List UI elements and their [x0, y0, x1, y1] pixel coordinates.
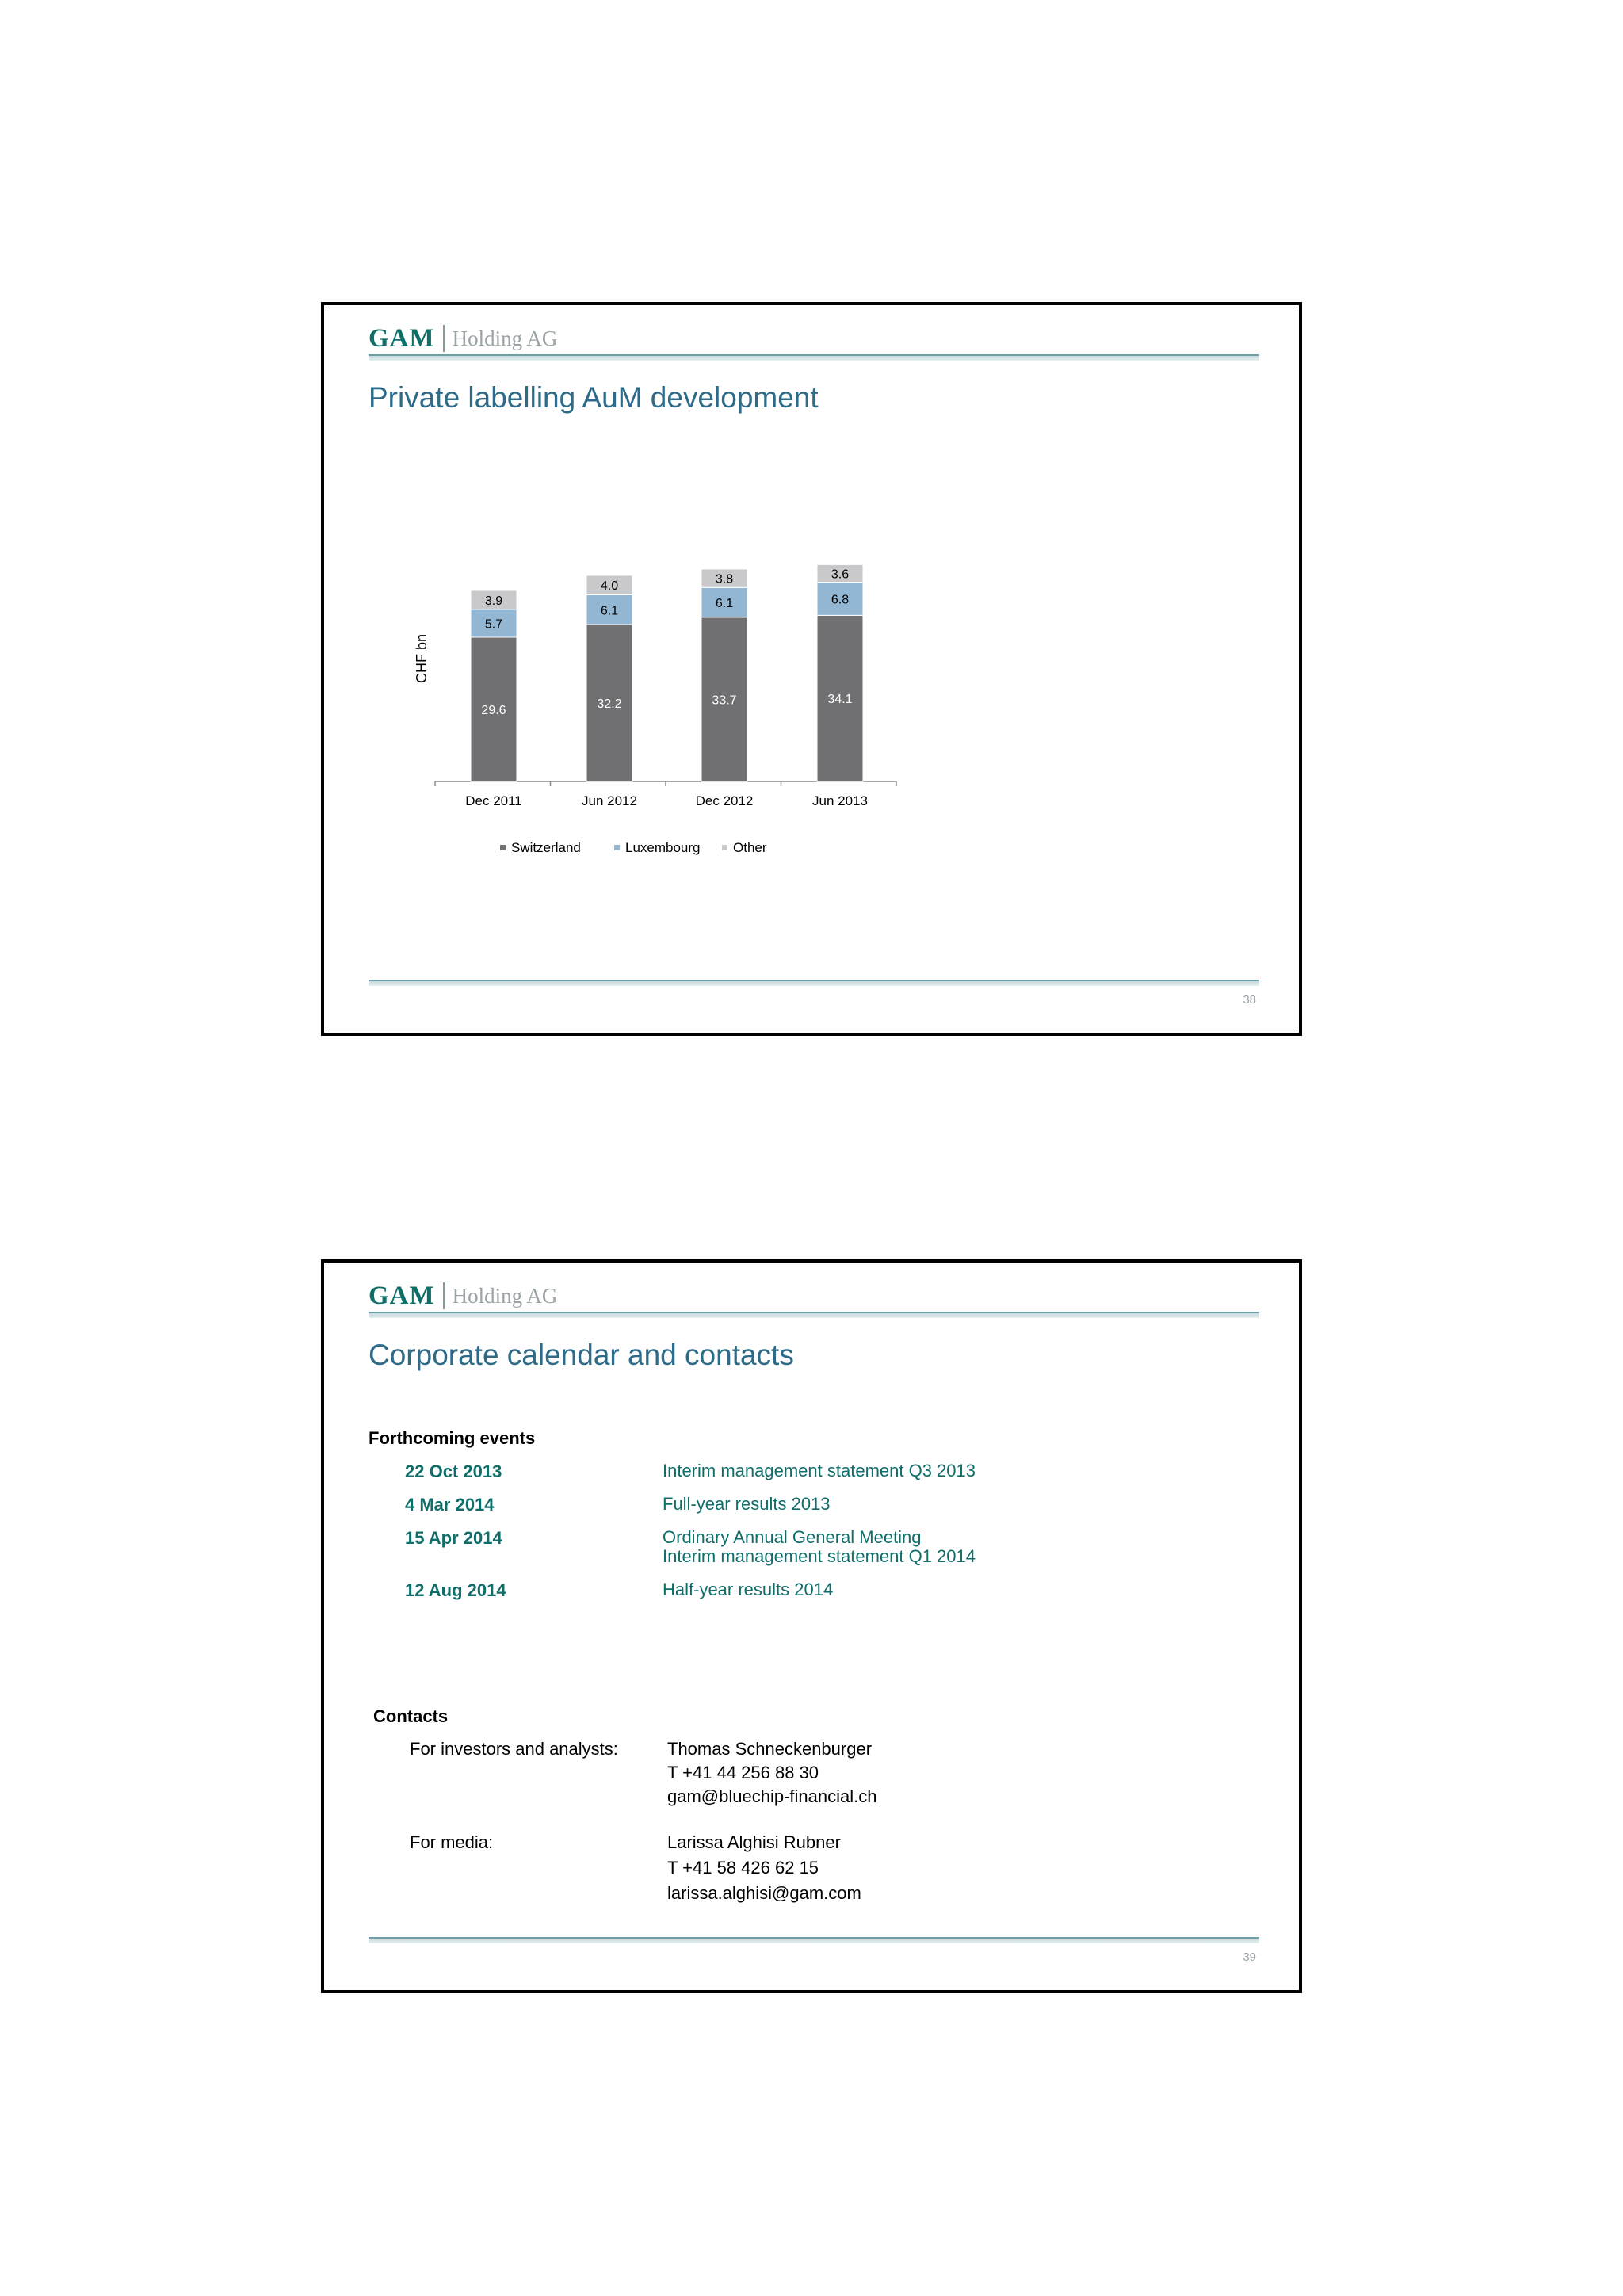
- data-label: 6.1: [715, 597, 734, 611]
- data-label: 29.6: [481, 704, 506, 717]
- legend-swatch-luxembourg: [614, 845, 620, 850]
- slide-38: [321, 302, 1302, 1036]
- event-description: [663, 1495, 831, 1514]
- contact-name: Larissa Alghisi Rubner: [667, 1832, 841, 1852]
- data-label: 32.2: [597, 697, 622, 712]
- event-desc-line: Ordinary Annual General Meeting: [663, 1527, 922, 1547]
- aum-stacked-bar-chart: [324, 305, 1299, 1033]
- contact-phone: T +41 44 256 88 30: [667, 1763, 819, 1782]
- legend-label-luxembourg: Luxembourg: [625, 840, 701, 855]
- logo-divider: [443, 1282, 445, 1309]
- page-number: 38: [1243, 993, 1256, 1007]
- x-tick-label: Dec 2012: [695, 793, 754, 808]
- event-desc-line: Half-year results 2014: [663, 1580, 834, 1599]
- gam-logo: [369, 1278, 557, 1313]
- contact-label-investors: For investors and analysts:: [410, 1739, 618, 1759]
- event-date: 12 Aug 2014: [405, 1580, 506, 1600]
- event-description: [663, 1461, 976, 1480]
- contacts-heading: Contacts: [373, 1706, 449, 1726]
- event-date: 15 Apr 2014: [405, 1528, 502, 1548]
- footer-rule: [369, 1937, 1259, 1943]
- legend-label-switzerland: Switzerland: [511, 840, 581, 855]
- data-label: 3.8: [715, 572, 734, 586]
- data-label: 5.7: [484, 617, 503, 632]
- event-date: 4 Mar 2014: [405, 1495, 495, 1515]
- contact-label-media: For media:: [410, 1832, 494, 1852]
- data-label: 33.7: [712, 693, 737, 708]
- x-tick-label: Jun 2012: [582, 793, 637, 808]
- legend-swatch-other: [722, 845, 727, 850]
- event-desc-line: Full-year results 2013: [663, 1494, 831, 1514]
- event-desc-line: Interim management statement Q3 2013: [663, 1461, 976, 1480]
- legend-swatch-switzerland: [500, 845, 506, 850]
- event-desc-line: Interim management statement Q1 2014: [663, 1546, 976, 1566]
- legend-label-other: Other: [733, 840, 767, 855]
- x-tick-label: Jun 2013: [812, 793, 868, 808]
- event-description: [663, 1580, 833, 1599]
- page-number: 39: [1243, 1950, 1256, 1964]
- slide-title: Private labelling AuM development: [369, 381, 819, 414]
- logo-brand: GAM: [369, 323, 435, 353]
- x-tick-label: Dec 2011: [465, 793, 522, 808]
- y-axis-label: CHF bn: [414, 633, 430, 684]
- events-heading: Forthcoming events: [369, 1428, 536, 1448]
- slide-39: [321, 1259, 1302, 1993]
- contact-name: Thomas Schneckenburger: [667, 1739, 873, 1759]
- contact-email[interactable]: larissa.alghisi@gam.com: [667, 1883, 861, 1903]
- logo-brand: GAM: [369, 1281, 435, 1310]
- footer-rule: [369, 980, 1259, 986]
- logo-subtitle: Holding AG: [452, 326, 558, 350]
- data-label: 6.8: [831, 593, 850, 607]
- event-date: 22 Oct 2013: [405, 1461, 502, 1481]
- contact-email[interactable]: gam@bluechip-financial.ch: [667, 1786, 877, 1806]
- data-label: 34.1: [827, 693, 853, 707]
- contact-phone: T +41 58 426 62 15: [667, 1858, 819, 1878]
- data-label: 6.1: [600, 604, 619, 618]
- logo-subtitle: Holding AG: [452, 1283, 558, 1308]
- header-rule: [369, 1312, 1259, 1318]
- data-label: 4.0: [600, 579, 619, 594]
- slide-title: Corporate calendar and contacts: [369, 1339, 794, 1371]
- data-label: 3.9: [484, 594, 503, 608]
- event-description: [663, 1528, 976, 1566]
- data-label: 3.6: [831, 567, 850, 582]
